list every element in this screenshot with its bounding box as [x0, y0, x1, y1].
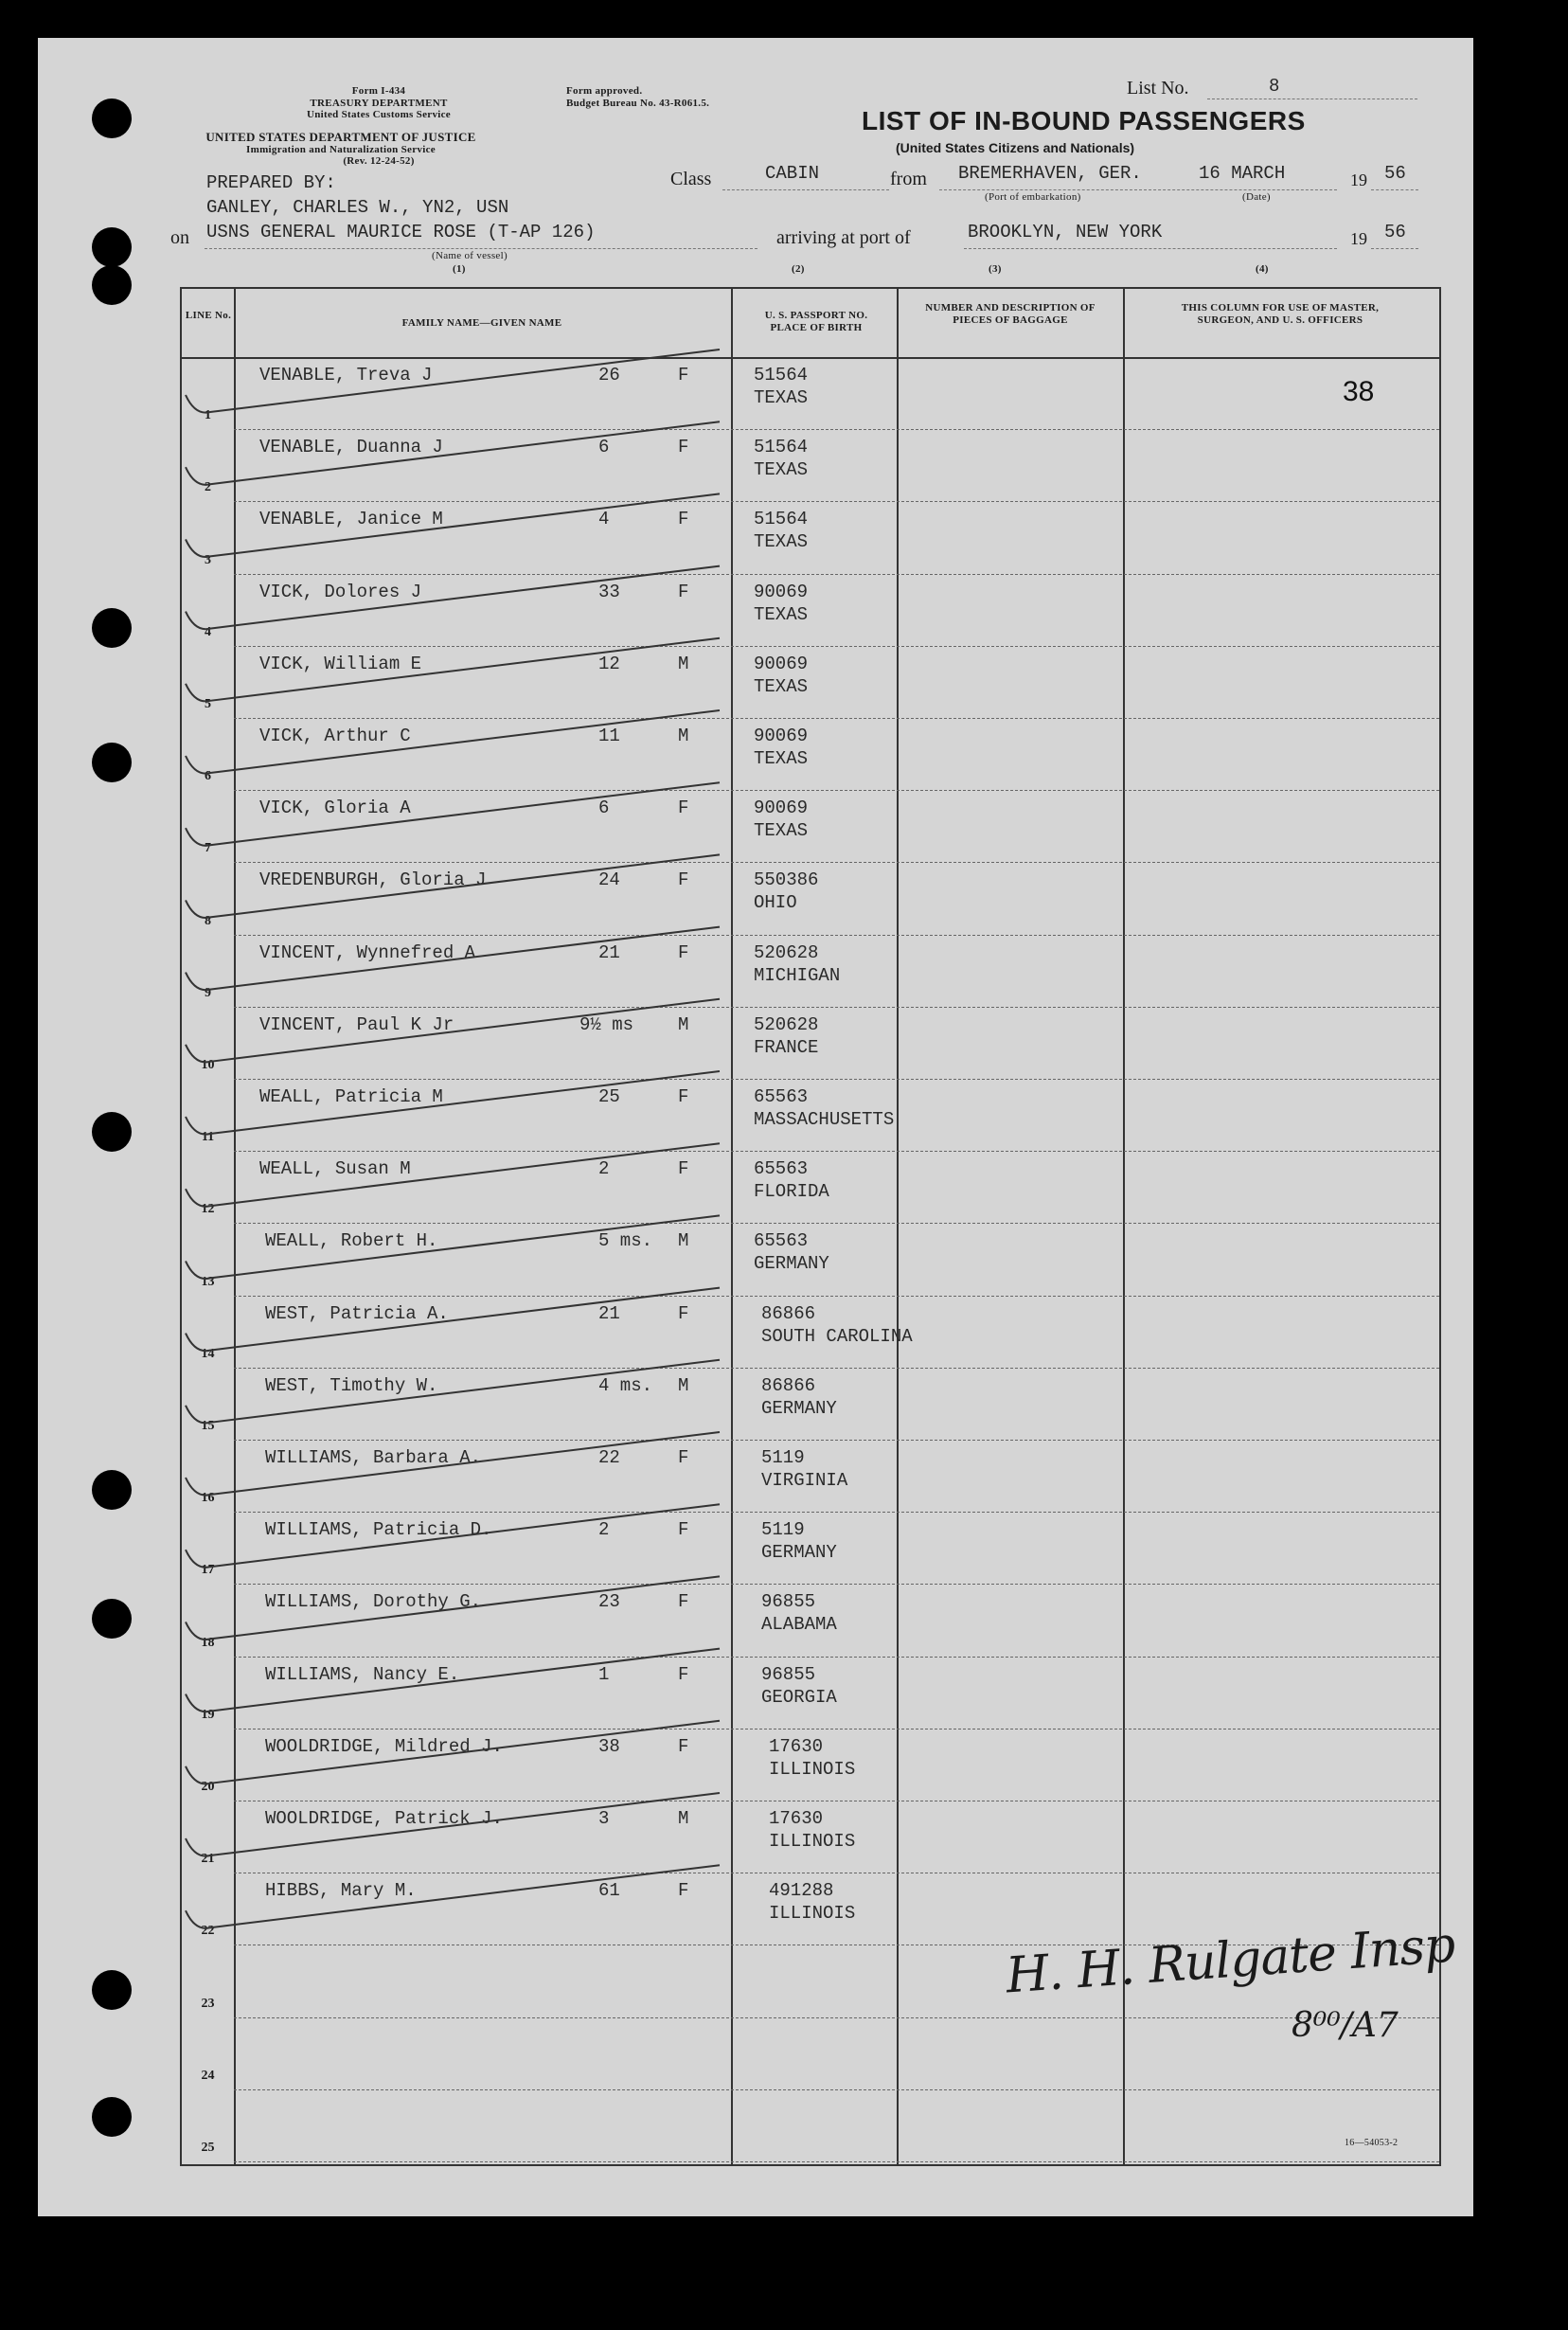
- check-mark: [186, 1576, 720, 1640]
- birth-place: GEORGIA: [761, 1686, 837, 1708]
- revision: (Rev. 12-24-52): [343, 155, 415, 167]
- passenger-sex: F: [678, 1158, 689, 1180]
- check-mark: [186, 782, 720, 846]
- birth-place: TEXAS: [754, 748, 809, 769]
- passport-number: 51564: [754, 437, 809, 458]
- passenger-sex: F: [678, 1735, 689, 1757]
- passenger-sex: F: [678, 869, 689, 891]
- passenger-age: 11: [598, 726, 620, 746]
- passenger-sex: F: [678, 1519, 689, 1541]
- passport-number: 86866: [761, 1302, 816, 1324]
- treasury-dept: TREASURY DEPARTMENT: [310, 98, 448, 109]
- birth-place: FLORIDA: [754, 1181, 829, 1203]
- check-mark: [186, 1865, 720, 1928]
- passenger-name: VREDENBURGH, Gloria J: [259, 869, 487, 891]
- class-label: Class: [670, 169, 712, 189]
- budget-bureau: Budget Bureau No. 43-R061.5.: [566, 98, 710, 109]
- col-num-3: (3): [989, 263, 1002, 275]
- passenger-name: WEALL, Susan M: [259, 1158, 411, 1180]
- check-mark: [186, 1071, 720, 1135]
- list-no-label: List No.: [1127, 78, 1189, 99]
- form-number: Form I-434: [351, 85, 406, 97]
- passenger-sex: M: [678, 1808, 689, 1829]
- line-number: 1: [205, 408, 211, 423]
- birth-place: MICHIGAN: [754, 964, 841, 986]
- passenger-sex: F: [678, 1880, 689, 1902]
- passenger-age: 23: [598, 1591, 620, 1613]
- passenger-name: VICK, William E: [259, 653, 422, 674]
- passenger-age: 24: [598, 869, 620, 891]
- inspector-mark: 8⁰⁰/A7: [1292, 2006, 1399, 2045]
- year-prefix-2: 19: [1350, 229, 1367, 248]
- passport-number: 65563: [754, 1158, 809, 1180]
- footer-code: 16—54053-2: [1345, 2138, 1399, 2148]
- passenger-age: 21: [598, 1302, 620, 1324]
- prepared-by-label: PREPARED BY:: [206, 172, 336, 193]
- birth-place: TEXAS: [754, 603, 809, 625]
- birth-place: VIRGINIA: [761, 1470, 848, 1491]
- prepared-by-value: GANLEY, CHARLES W., YN2, USN: [206, 197, 509, 218]
- passenger-sex: F: [678, 365, 689, 385]
- passenger-name: WILLIAMS, Patricia D.: [265, 1519, 492, 1541]
- passenger-sex: F: [678, 1086, 689, 1107]
- passenger-sex: F: [678, 1447, 689, 1468]
- embarkation-port: BREMERHAVEN, GER.: [958, 163, 1142, 184]
- passenger-age: 9½ ms: [579, 1013, 634, 1035]
- port-caption: (Port of embarkation): [985, 191, 1081, 203]
- passenger-name: VICK, Gloria A: [259, 798, 411, 819]
- officer-note: 38: [1343, 376, 1375, 407]
- line-number: 13: [201, 1274, 215, 1289]
- passport-number: 17630: [769, 1735, 824, 1757]
- passenger-name: WILLIAMS, Dorothy G.: [265, 1591, 482, 1613]
- check-mark: [186, 1721, 720, 1784]
- passenger-age: 2: [598, 1519, 610, 1541]
- header-passport: U. S. PASSPORT NO. PLACE OF BIRTH: [764, 310, 868, 333]
- passenger-age: 2: [598, 1158, 610, 1180]
- line-number: 2: [205, 480, 211, 495]
- col-num-2: (2): [792, 263, 805, 275]
- passenger-sex: F: [678, 941, 689, 963]
- line-number: 4: [205, 624, 211, 639]
- year-suffix: 56: [1384, 163, 1406, 184]
- passenger-name: WEST, Patricia A.: [265, 1302, 449, 1324]
- line-number: 24: [201, 2068, 215, 2083]
- check-mark: [186, 566, 720, 630]
- list-no-value: 8: [1269, 76, 1280, 97]
- header-baggage: NUMBER AND DESCRIPTION OF PIECES OF BAGGAGE: [925, 302, 1096, 326]
- check-mark: [186, 854, 720, 918]
- line-number: 9: [205, 985, 211, 1000]
- line-number: 20: [201, 1780, 215, 1794]
- check-mark: [186, 493, 720, 557]
- passport-number: 550386: [754, 869, 819, 891]
- line-number: 5: [205, 697, 211, 711]
- col-num-1: (1): [453, 263, 466, 275]
- passenger-name: VINCENT, Paul K Jr: [259, 1013, 454, 1035]
- vessel-caption: (Name of vessel): [432, 250, 508, 261]
- line-number: 16: [201, 1491, 215, 1506]
- passport-number: 90069: [754, 653, 809, 674]
- passenger-sex: F: [678, 1663, 689, 1685]
- passenger-age: 61: [598, 1880, 620, 1902]
- birth-place: ILLINOIS: [769, 1903, 856, 1925]
- line-number: 23: [201, 1996, 215, 2011]
- passport-number: 86866: [761, 1374, 816, 1396]
- birth-place: TEXAS: [754, 531, 809, 553]
- justice-dept: UNITED STATES DEPARTMENT OF JUSTICE: [205, 130, 476, 144]
- passenger-name: WILLIAMS, Nancy E.: [265, 1663, 460, 1685]
- passenger-sex: F: [678, 509, 689, 530]
- check-mark: [186, 999, 720, 1063]
- passenger-sex: M: [678, 1013, 689, 1035]
- check-mark: [186, 1215, 720, 1279]
- passenger-age: 38: [598, 1735, 620, 1757]
- check-mark: [186, 1432, 720, 1496]
- birth-place: TEXAS: [754, 675, 809, 697]
- birth-place: GERMANY: [761, 1397, 837, 1419]
- passenger-name: VENABLE, Janice M: [259, 509, 443, 530]
- check-mark: [186, 1143, 720, 1207]
- birth-place: ALABAMA: [761, 1614, 837, 1636]
- date-caption: (Date): [1242, 191, 1271, 203]
- line-number: 18: [201, 1635, 215, 1650]
- passport-number: 5119: [761, 1519, 805, 1541]
- line-number: 12: [201, 1202, 215, 1217]
- passenger-name: WILLIAMS, Barbara A.: [265, 1447, 482, 1468]
- birth-place: MASSACHUSETTS: [754, 1109, 895, 1130]
- vessel-name: USNS GENERAL MAURICE ROSE (T-AP 126): [206, 222, 596, 242]
- check-mark: [186, 1793, 720, 1856]
- passenger-age: 1: [598, 1663, 610, 1685]
- page-subtitle: (United States Citizens and Nationals): [896, 140, 1135, 155]
- passport-number: 5119: [761, 1447, 805, 1468]
- check-mark: [186, 638, 720, 702]
- passenger-age: 21: [598, 941, 620, 963]
- arrival-port: BROOKLYN, NEW YORK: [968, 222, 1163, 242]
- passenger-age: 3: [598, 1808, 610, 1829]
- line-number: 6: [205, 769, 211, 784]
- birth-place: GERMANY: [761, 1542, 837, 1564]
- birth-place: TEXAS: [754, 820, 809, 842]
- passport-number: 51564: [754, 365, 809, 385]
- passenger-age: 25: [598, 1086, 620, 1107]
- check-mark: [186, 710, 720, 774]
- passenger-name: WEALL, Robert H.: [265, 1230, 438, 1252]
- from-label: from: [890, 169, 927, 189]
- birth-place: SOUTH CAROLINA: [761, 1325, 913, 1347]
- passport-number: 17630: [769, 1808, 824, 1829]
- passenger-name: WEST, Timothy W.: [265, 1374, 438, 1396]
- customs-service: United States Customs Service: [307, 109, 451, 120]
- passenger-name: VICK, Dolores J: [259, 581, 422, 602]
- line-number: 3: [205, 552, 211, 567]
- passenger-age: 26: [598, 365, 620, 385]
- passport-number: 96855: [761, 1591, 816, 1613]
- passenger-age: 4 ms.: [598, 1374, 653, 1396]
- check-mark: [186, 1288, 720, 1352]
- passport-number: 65563: [754, 1086, 809, 1107]
- passport-number: 65563: [754, 1230, 809, 1252]
- birth-place: TEXAS: [754, 459, 809, 481]
- passenger-age: 4: [598, 509, 610, 530]
- passenger-name: VENABLE, Treva J: [259, 365, 433, 385]
- birth-place: ILLINOIS: [769, 1831, 856, 1852]
- passport-number: 96855: [761, 1663, 816, 1685]
- year-prefix: 19: [1350, 170, 1367, 189]
- passenger-age: 5 ms.: [598, 1230, 653, 1252]
- line-number: 19: [201, 1707, 215, 1722]
- birth-place: FRANCE: [754, 1036, 819, 1058]
- check-mark: [186, 1504, 720, 1568]
- passenger-sex: F: [678, 437, 689, 458]
- embarkation-date: 16 MARCH: [1199, 163, 1286, 184]
- passenger-name: VINCENT, Wynnefred A: [259, 941, 476, 963]
- on-label: on: [170, 227, 189, 248]
- passenger-age: 33: [598, 581, 620, 602]
- passenger-age: 6: [598, 798, 610, 819]
- check-mark: [186, 927, 720, 991]
- line-number: 11: [201, 1130, 215, 1145]
- year-suffix-2: 56: [1384, 222, 1406, 242]
- page-title: LIST OF IN-BOUND PASSENGERS: [862, 106, 1306, 135]
- passport-number: 491288: [769, 1880, 834, 1902]
- passenger-name: WOOLDRIDGE, Patrick J.: [265, 1808, 503, 1829]
- passport-number: 90069: [754, 798, 809, 819]
- birth-place: ILLINOIS: [769, 1758, 856, 1780]
- passenger-age: 6: [598, 437, 610, 458]
- passport-number: 90069: [754, 726, 809, 746]
- passenger-sex: F: [678, 581, 689, 602]
- passenger-name: VENABLE, Duanna J: [259, 437, 443, 458]
- passenger-sex: F: [678, 1591, 689, 1613]
- passenger-name: VICK, Arthur C: [259, 726, 411, 746]
- birth-place: GERMANY: [754, 1253, 829, 1275]
- class-value: CABIN: [765, 163, 820, 184]
- header-line-no: LINE No.: [185, 310, 232, 321]
- line-number: 10: [201, 1058, 215, 1072]
- check-mark: [186, 1649, 720, 1712]
- check-mark: [186, 350, 720, 413]
- line-number: 25: [201, 2141, 215, 2155]
- line-number: 15: [201, 1419, 215, 1433]
- line-number: 7: [205, 841, 211, 856]
- passport-number: 51564: [754, 509, 809, 530]
- check-mark: [186, 1360, 720, 1424]
- passenger-sex: M: [678, 726, 689, 746]
- passenger-name: WOOLDRIDGE, Mildred J.: [265, 1735, 503, 1757]
- inspector-signature: H. H. Rulgate Insp: [1004, 1916, 1457, 2005]
- passport-number: 90069: [754, 581, 809, 602]
- col-num-4: (4): [1256, 263, 1269, 275]
- passenger-sex: F: [678, 1302, 689, 1324]
- line-number: 14: [201, 1346, 215, 1361]
- header-name: FAMILY NAME—GIVEN NAME: [401, 317, 562, 329]
- line-number: 17: [201, 1563, 215, 1578]
- ins-service: Immigration and Naturalization Service: [246, 144, 436, 155]
- passenger-sex: M: [678, 653, 689, 674]
- form-approved: Form approved.: [566, 85, 643, 97]
- line-number: 22: [201, 1924, 215, 1939]
- passenger-age: 22: [598, 1447, 620, 1468]
- header-officers: THIS COLUMN FOR USE OF MASTER, SURGEON, AND U. S. OFFICERS: [1181, 302, 1380, 326]
- line-number: 21: [201, 1852, 215, 1867]
- passenger-sex: M: [678, 1230, 689, 1252]
- line-number: 8: [205, 913, 211, 928]
- check-mark: [186, 421, 720, 485]
- passenger-age: 12: [598, 653, 620, 674]
- passport-number: 520628: [754, 941, 819, 963]
- passenger-sex: F: [678, 798, 689, 819]
- passenger-sex: M: [678, 1374, 689, 1396]
- arriving-label: arriving at port of: [776, 227, 911, 248]
- passenger-name: HIBBS, Mary M.: [265, 1880, 417, 1902]
- passenger-name: WEALL, Patricia M: [259, 1086, 443, 1107]
- passport-number: 520628: [754, 1013, 819, 1035]
- birth-place: OHIO: [754, 892, 797, 914]
- birth-place: TEXAS: [754, 387, 809, 408]
